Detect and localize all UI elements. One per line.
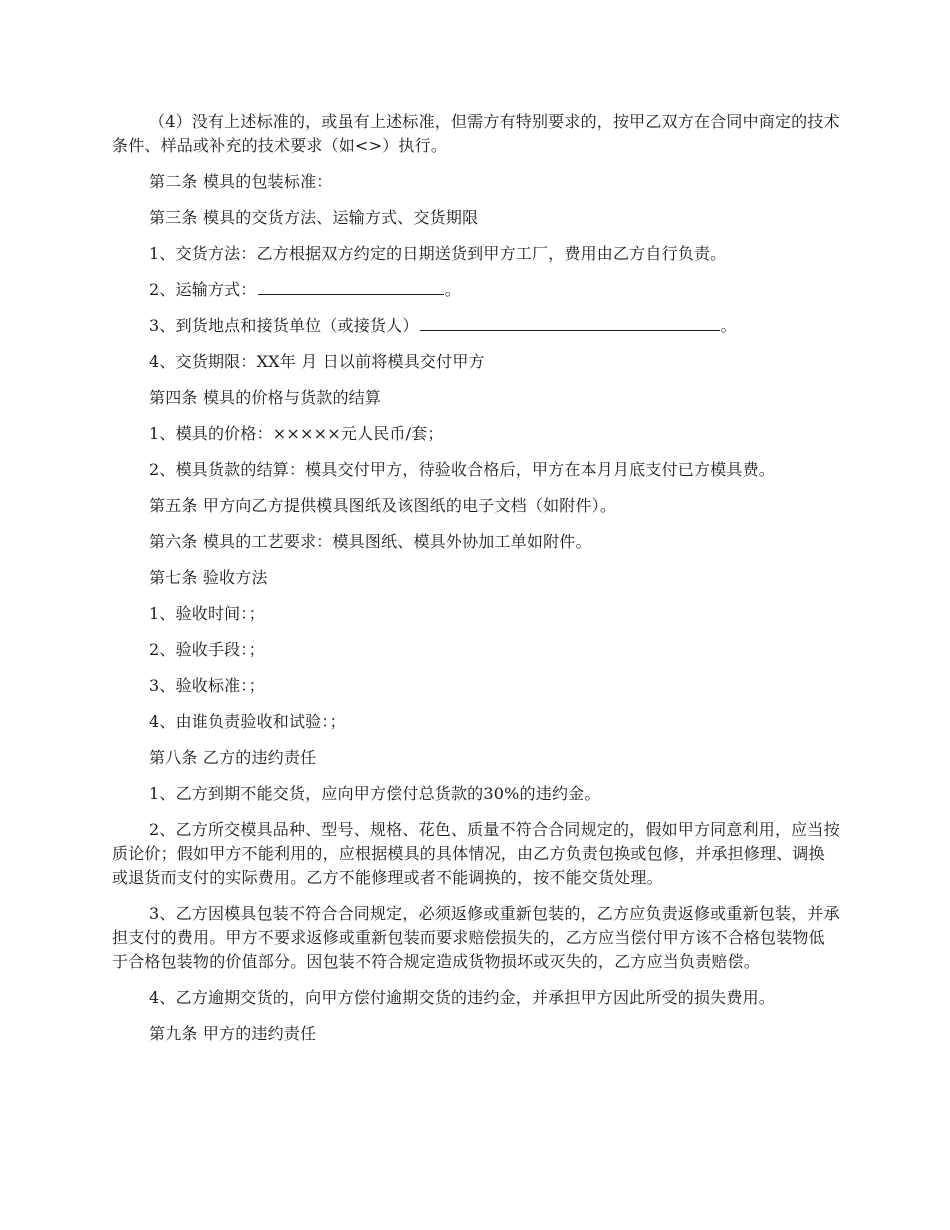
inspection-means: 2、验收手段：； — [149, 640, 265, 659]
transport-method: 2、运输方式： 。 — [149, 280, 461, 299]
article-6-heading: 第六条 模具的工艺要求：模具图纸、模具外协加工单如附件。 — [149, 532, 592, 551]
article-7-heading: 第七条 验收方法 — [149, 568, 268, 587]
article-8-heading: 第八条 乙方的违约责任 — [149, 748, 317, 767]
fill-in-blank — [420, 314, 720, 331]
payment-settlement: 2、模具货款的结算：模具交付甲方，待验收合格后，甲方在本月月底支付已方模具费。 — [149, 460, 775, 479]
delivery-method: 1、交货方法：乙方根据双方约定的日期送货到甲方工厂，费用由乙方自行负责。 — [149, 244, 727, 263]
breach-overdue: 4、乙方逾期交货的，向甲方偿付逾期交货的违约金，并承担甲方因此所受的损失费用。 — [149, 988, 775, 1007]
breach-packaging: 3、乙方因模具包装不符合合同规定，必须返修或重新包装的，乙方应负责返修或重新包装，并承担支付的费用。甲方不要求返修或重新包装而要求赔偿损失的，乙方应当偿付甲方该不合格包装物低于合格包装物的价值部分。因包装不符合规定造成货物损坏或灭失的，乙方应当负责赔偿。 — [112, 904, 840, 971]
fill-in-blank — [258, 278, 444, 295]
article-4-heading: 第四条 模具的价格与货款的结算 — [149, 388, 382, 407]
inspection-responsibility: 4、由谁负责验收和试验：； — [149, 712, 346, 731]
inspection-time: 1、验收时间：； — [149, 604, 265, 623]
delivery-location: 3、到货地点和接货单位（或接货人） 。 — [149, 316, 737, 335]
breach-quality: 2、乙方所交模具品种、型号、规格、花色、质量不符合合同规定的，假如甲方同意利用，应当按质论价；假如甲方不能利用的，应根据模具的具体情况，由乙方负责包换或包修，并承担修理、调换或退货而支付的实际费用。乙方不能修理或者不能调换的，按不能交货处理。 — [112, 820, 840, 887]
article-3-heading: 第三条 模具的交货方法、运输方式、交货期限 — [149, 208, 479, 227]
paragraph-standard-4: （4）没有上述标准的，或虽有上述标准，但需方有特别要求的，按甲乙双方在合同中商定的技术条件、样品或补充的技术要求（如<>）执行。 — [112, 112, 840, 155]
article-5-heading: 第五条 甲方向乙方提供模具图纸及该图纸的电子文档（如附件）。 — [149, 496, 617, 515]
delivery-deadline: 4、交货期限：XX年 月 日以前将模具交付甲方 — [149, 352, 485, 371]
article-2-heading: 第二条 模具的包装标准： — [149, 172, 333, 191]
article-9-heading: 第九条 甲方的违约责任 — [149, 1024, 317, 1043]
breach-late-delivery: 1、乙方到期不能交货，应向甲方偿付总货款的30%的违约金。 — [149, 784, 601, 803]
inspection-standard: 3、验收标准：； — [149, 676, 265, 695]
document-body — [112, 110, 840, 1058]
mold-price: 1、模具的价格：×××××元人民币/套； — [149, 424, 444, 443]
